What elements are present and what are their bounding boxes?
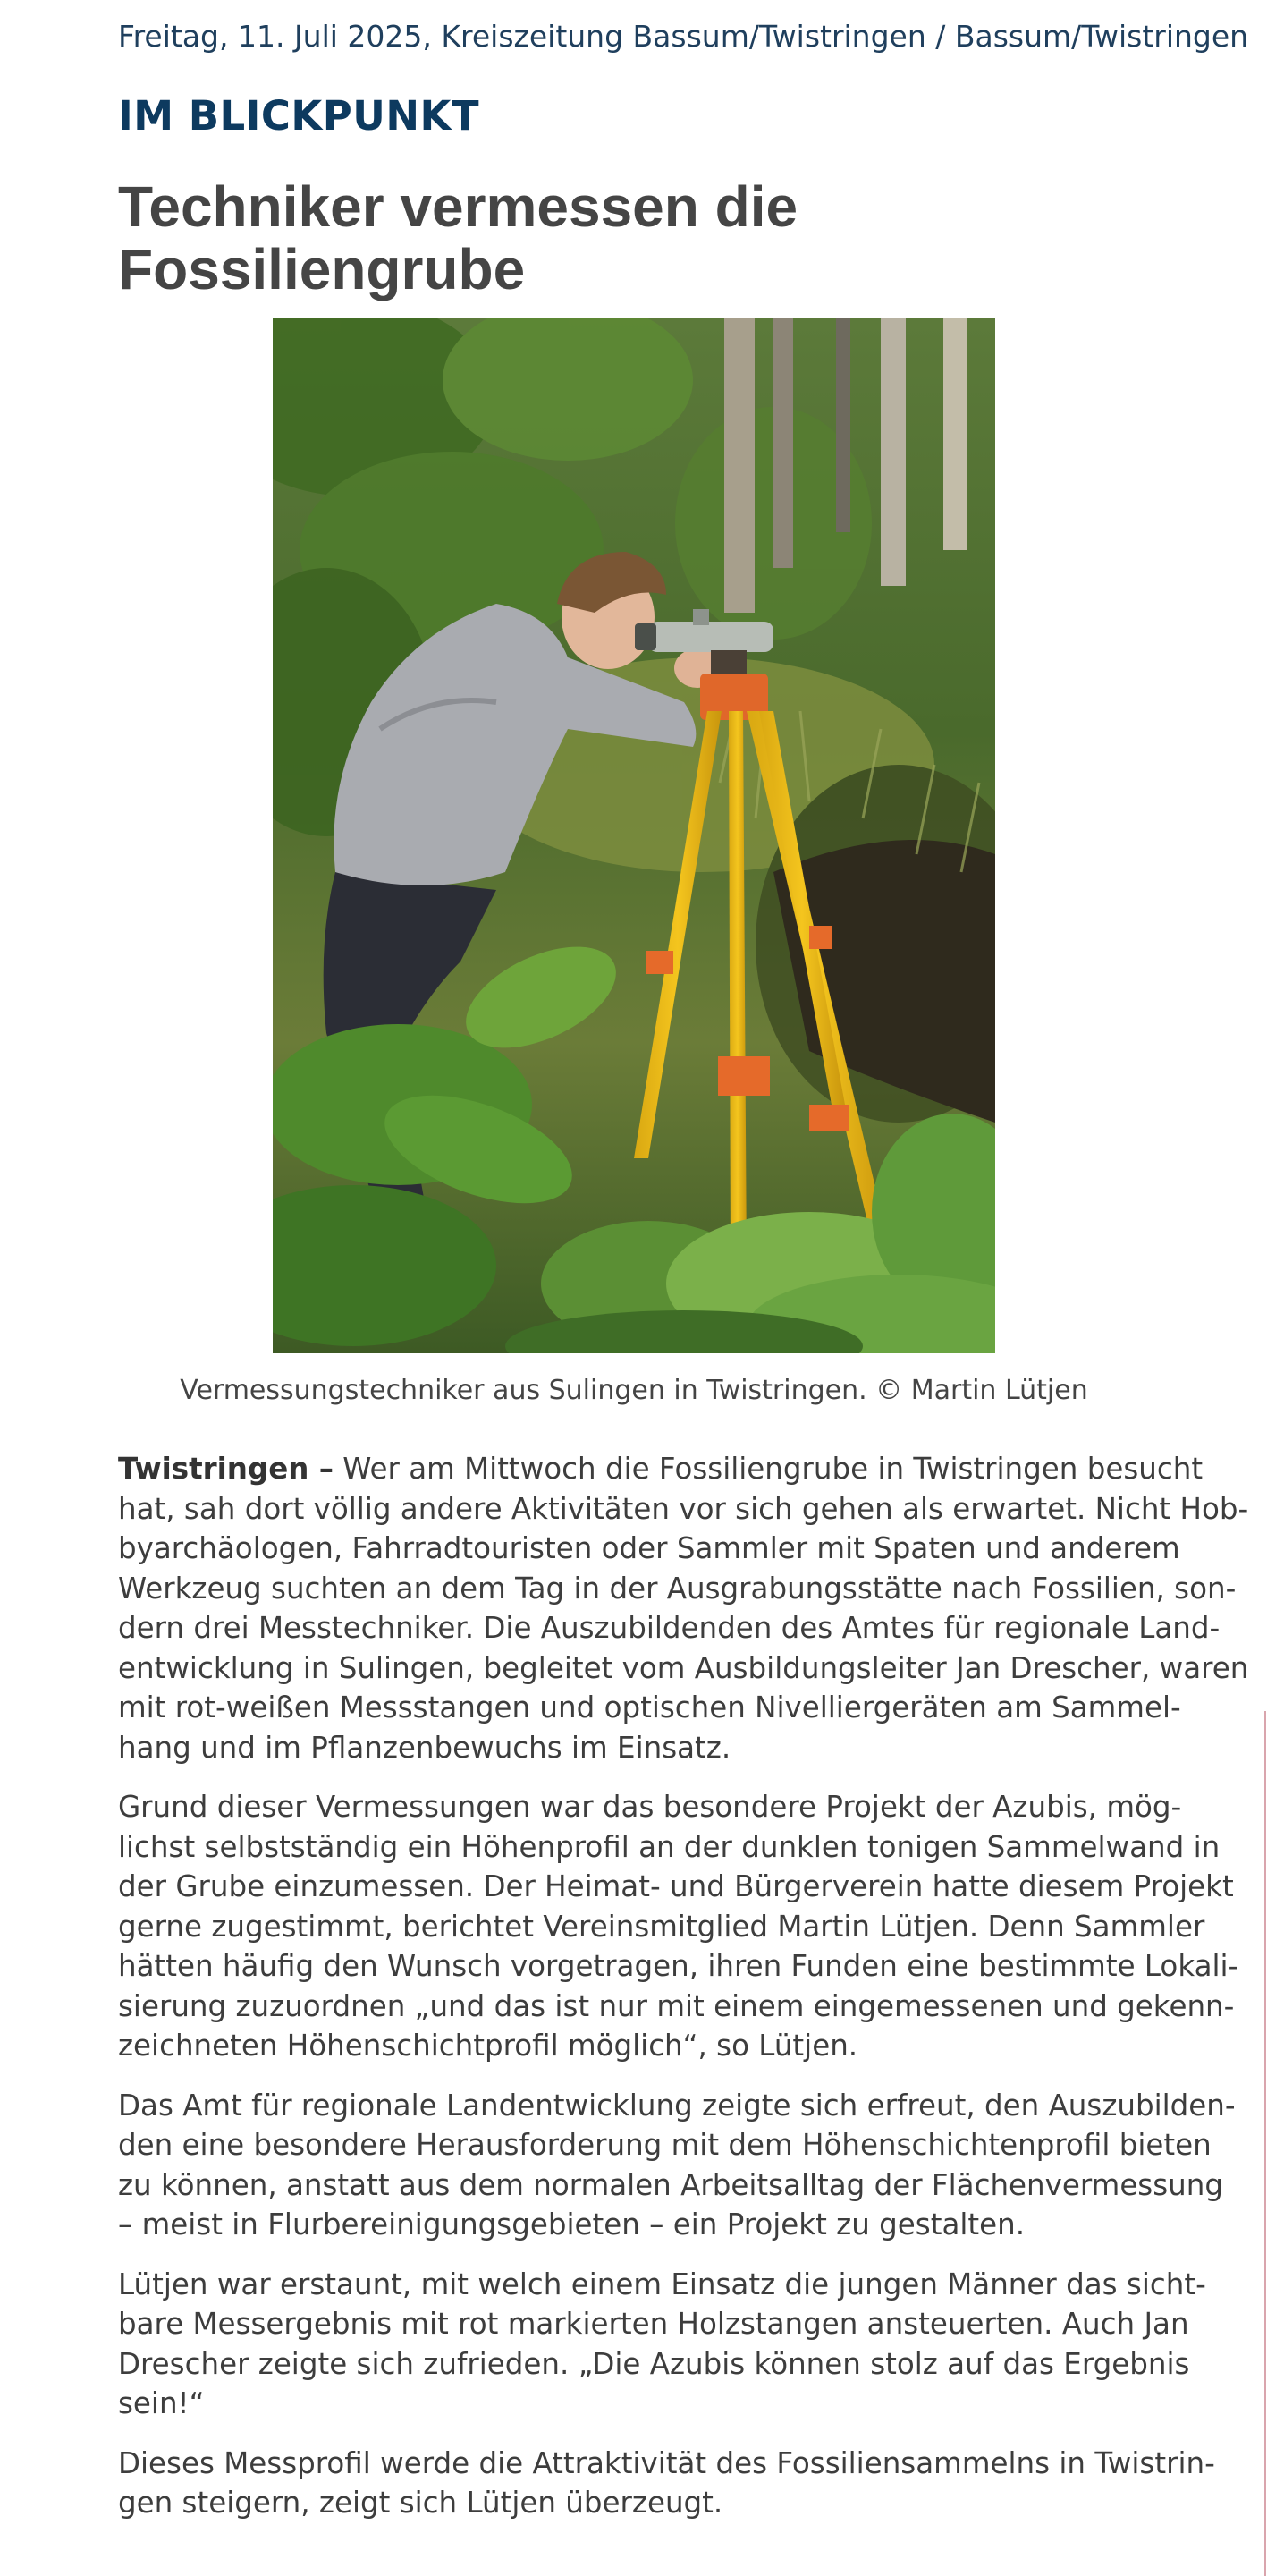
article-body bbox=[118, 1449, 1249, 2543]
text-line: hat, sah dort völlig andere Aktivitäten vor sich gehen als erwartet. Nicht Hob- bbox=[118, 1491, 1249, 1526]
headline bbox=[118, 175, 1012, 301]
text-line bbox=[118, 1449, 1204, 1489]
text-line: der Grube einzumessen. Der Heimat- und Bürgerverein hatte diesem Projekt bbox=[118, 1869, 1234, 1903]
paragraph bbox=[118, 2265, 1206, 2424]
headline-line: Techniker vermessen die bbox=[118, 174, 798, 239]
article-photo bbox=[273, 318, 995, 1353]
text-line: lichst selbstständig ein Höhenprofil an der dunklen tonigen Sammelwand in bbox=[118, 1829, 1221, 1864]
surveyor-photo-illustration bbox=[273, 318, 995, 1353]
text-line: zeichneten Höhenschichtprofil möglich“, so Lütjen. bbox=[118, 2029, 858, 2063]
text-line: sein!“ bbox=[118, 2386, 205, 2420]
text-line: hang und im Pflanzenbewuchs im Einsatz. bbox=[118, 1730, 731, 1765]
text-line: gen steigern, zeigt sich Lütjen überzeugt. bbox=[118, 2486, 723, 2520]
text-line: hätten häufig den Wunsch vorgetragen, ihren Funden eine bestimmte Lokali- bbox=[118, 1949, 1239, 1983]
text-line: Dieses Messprofil werde die Attraktivität des Fossiliensammelns in Twistrin- bbox=[118, 2445, 1215, 2480]
text-line: dern drei Messtechniker. Die Auszubildenden des Amtes für regionale Land- bbox=[118, 1611, 1221, 1645]
text-line: entwicklung in Sulingen, begleitet vom Ausbildungsleiter Jan Drescher, waren bbox=[118, 1650, 1249, 1685]
text-line: mit rot-weißen Messstangen und optischen Nivelliergeräten am Sammel- bbox=[118, 1690, 1181, 1724]
photo-caption: Vermessungstechniker aus Sulingen in Twistringen. © Martin Lütjen bbox=[180, 1375, 1088, 1406]
text-line: byarchäologen, Fahrradtouristen oder Sammler mit Spaten und anderem bbox=[118, 1531, 1180, 1565]
text-line: Werkzeug suchten an dem Tag in der Ausgrabungsstätte nach Fossilien, son- bbox=[118, 1571, 1237, 1606]
text-line: Grund dieser Vermessungen war das besondere Projekt der Azubis, mög- bbox=[118, 1790, 1182, 1824]
text-line: Das Amt für regionale Landentwicklung zeigte sich erfreut, den Auszubilden- bbox=[118, 2088, 1236, 2123]
paragraph bbox=[118, 1787, 1239, 2066]
headline-line: Fossiliengrube bbox=[118, 237, 526, 301]
dateline: Freitag, 11. Juli 2025, Kreiszeitung Bassum/Twistringen / Bassum/Twistringen bbox=[118, 19, 1249, 54]
margin-rule bbox=[1264, 1711, 1266, 2576]
text-line: Lütjen war erstaunt, mit welch einem Einsatz die jungen Männer das sicht- bbox=[118, 2267, 1206, 2301]
paragraph bbox=[118, 2086, 1236, 2245]
paragraph bbox=[118, 2444, 1215, 2523]
text-line: zu können, anstatt aus dem normalen Arbeitsalltag der Flächenvermessung bbox=[118, 2167, 1223, 2202]
text-line: – meist in Flurbereinigungsgebieten – ein Projekt zu gestalten. bbox=[118, 2207, 1026, 2241]
text-line: gerne zugestimmt, berichtet Vereinsmitglied Martin Lütjen. Denn Sammler bbox=[118, 1909, 1205, 1944]
dateline-lead: Twistringen – bbox=[118, 1452, 334, 1486]
paragraph bbox=[118, 1449, 1249, 1767]
text-line: sierung zuzuordnen „und das ist nur mit einem eingemessenen und gekenn- bbox=[118, 1988, 1235, 2023]
text-line-content: Wer am Mittwoch die Fossiliengrube in Twistringen besucht bbox=[333, 1452, 1204, 1486]
text-line: bare Messergebnis mit rot markierten Holzstangen ansteuerten. Auch Jan bbox=[118, 2307, 1189, 2341]
text-line: Drescher zeigte sich zufrieden. „Die Azubis können stolz auf das Ergebnis bbox=[118, 2346, 1190, 2381]
text-line: den eine besondere Herausforderung mit dem Höhenschichtenprofil bieten bbox=[118, 2128, 1212, 2162]
section-kicker: IM BLICKPUNKT bbox=[118, 92, 480, 140]
